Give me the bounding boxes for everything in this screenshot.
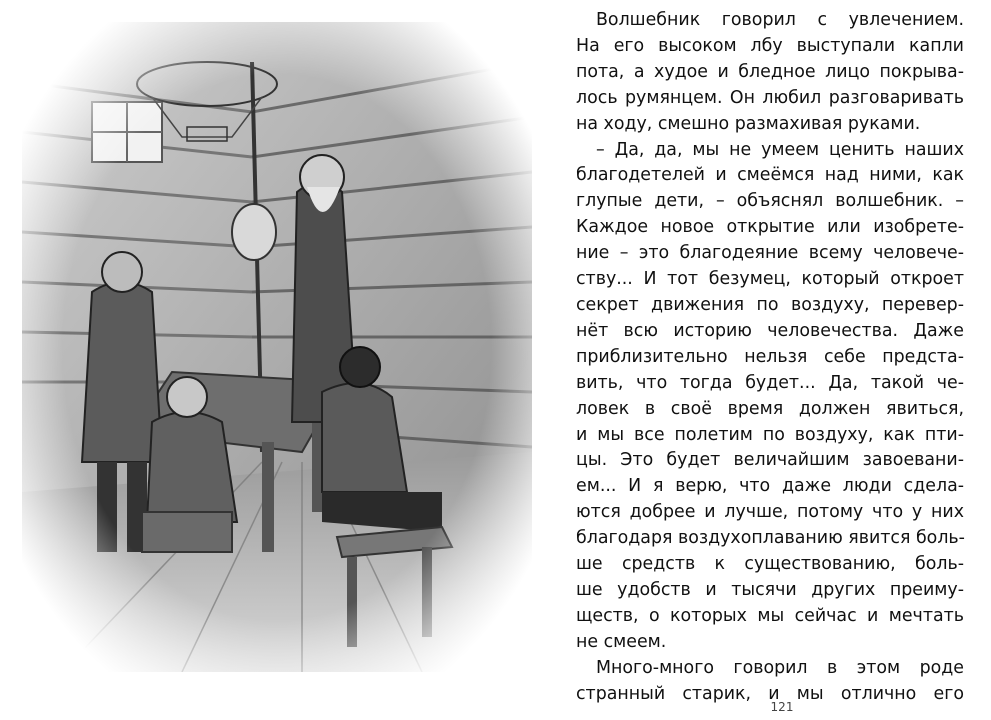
paragraph-2 (576, 138, 964, 656)
text-line: приблизительно нельзя себе предста- (576, 346, 964, 367)
text-line: секрет движения по воздуху, перевер- (576, 294, 964, 315)
text-line: ловек в своё время должен явиться, (576, 398, 964, 419)
paragraph-1 (576, 8, 964, 138)
text-line: пота, а худое и бледное лицо покрыва- (576, 61, 964, 82)
text-line: и мы все полетим по воздуху, как пти- (576, 424, 964, 445)
illustration (22, 22, 532, 672)
text-line: На его высоком лбу выступали капли (576, 35, 964, 56)
text-line: благодетелей и смеёмся над ними, как (576, 165, 964, 186)
text-line: нёт всю историю человечества. Даже (576, 320, 964, 341)
text-column (576, 8, 964, 707)
text-line: цы. Это будет величайшим завоевани- (576, 450, 964, 471)
text-line: глупые дети, – объяснял волшебник. – (576, 191, 964, 212)
page-number: 121 (770, 700, 794, 714)
text-line: Много-много говорил в этом роде (596, 657, 964, 678)
text-line: лось румянцем. Он любил разговаривать (576, 87, 964, 108)
text-line: ству... И тот безумец, который откроет (576, 269, 964, 290)
text-line: благодаря воздухоплаванию явится боль- (576, 528, 965, 549)
text-line: на ходу, смешно размахивая руками. (576, 113, 921, 134)
text-line: ние – это благодеяние всему человече- (576, 243, 964, 264)
text-line: Волшебник говорил с увлечением. (596, 10, 964, 30)
text-line: вить, что тогда будет... Да, такой че- (576, 372, 964, 393)
text-line: – Да, да, мы не умеем ценить наших (596, 139, 964, 160)
text-line: не смеем. (576, 631, 667, 652)
text-line: странный старик, и мы отлично его (576, 683, 964, 704)
engraving-illustration-icon (22, 22, 532, 672)
text-line: Каждое новое открытие или изобрете- (576, 217, 964, 238)
text-line: ществ, о которых мы сейчас и мечтать (576, 605, 964, 626)
text-line: ются добрее и лучше, потому что у них (576, 502, 964, 523)
text-line: ем... И я верю, что даже люди сделa- (576, 476, 964, 497)
text-line: ше удобств и тысячи других преиму- (576, 579, 964, 600)
text-line: ше средств к существованию, боль- (576, 554, 964, 575)
